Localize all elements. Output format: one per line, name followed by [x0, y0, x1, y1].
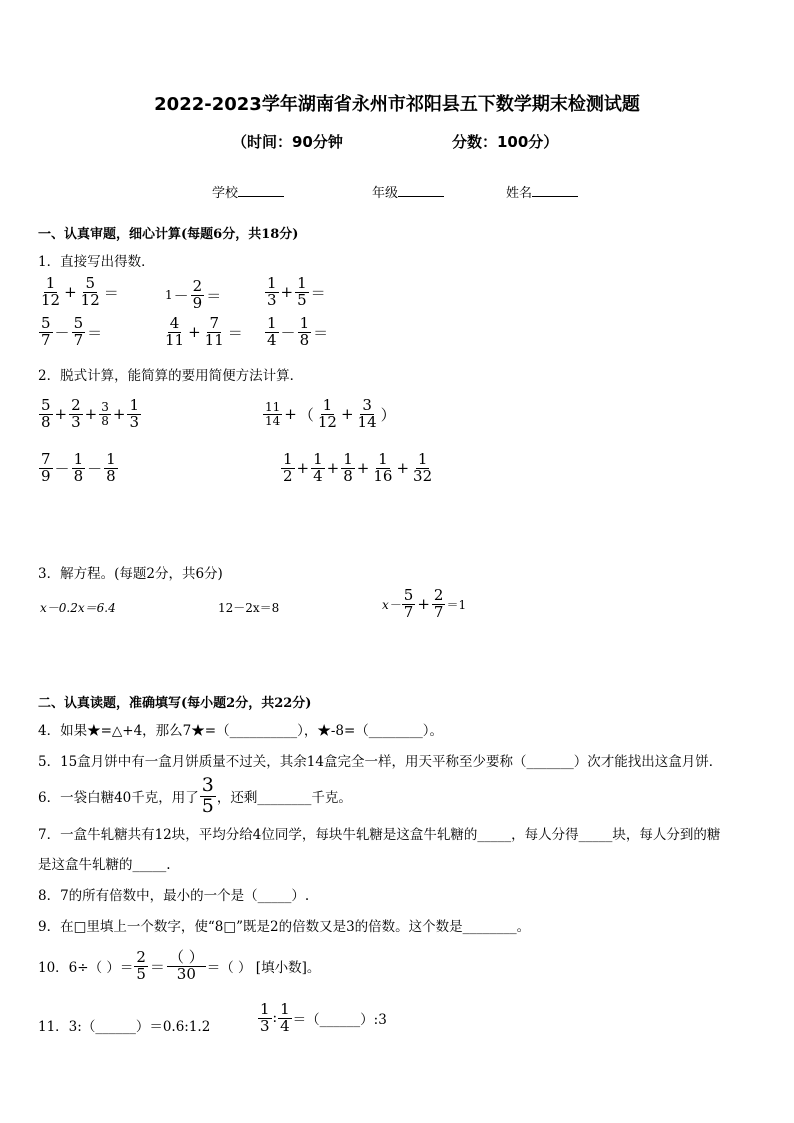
q1-expr-4: $\frac{5}{7}$ － $\frac{5}{7}$ ＝: [41, 314, 103, 349]
question-7-line-1: 7．一盒牛轧糖共有12块，平均分给4位同学，每块牛轧糖是这盒牛轧糖的_____，每人分得_____块，每人分到的糖: [38, 827, 721, 843]
equation-2: 12－2x＝8: [218, 601, 280, 615]
q2-expr-4: $\frac{1}{2}$ + $\frac{1}{4}$ + $\frac{1}{8}$ + $\frac{1}{16}$ + $\frac{1}{32}$: [283, 450, 433, 485]
equation-3: x－ $\frac{5}{7}$ + $\frac{2}{7}$ ＝1: [382, 586, 467, 621]
question-3: 3．解方程。(每题2分，共6分): [38, 566, 223, 582]
q1-expr-3: $\frac{1}{3}$ + $\frac{1}{5}$ ＝: [267, 274, 326, 309]
q1-expr-1: $\frac{1}{12}$ + $\frac{5}{12}$ ＝: [41, 274, 119, 309]
question-8: 8．7的所有倍数中，最小的一个是（_____）.: [38, 888, 310, 904]
question-11a: 11．3:（______）＝0.6:1.2: [38, 1019, 211, 1035]
exam-score: 分数：100分）: [452, 133, 559, 151]
question-11b: $\frac{1}{3}$ : $\frac{1}{4}$ ＝（______）:3: [260, 1000, 387, 1035]
q2-expr-1: $\frac{5}{8}$ + $\frac{2}{3}$ + $\frac{3}{8}$ + $\frac{1}{3}$: [41, 396, 140, 431]
exam-title: 2022-2023学年湖南省永州市祁阳县五下数学期末检测试题: [154, 94, 640, 115]
q2-expr-3: $\frac{7}{9}$ － $\frac{1}{8}$ － $\frac{1}{8}$: [41, 450, 116, 485]
section1-heading: 一、认真审题，细心计算(每题6分，共18分): [38, 227, 299, 242]
grade-label: 年级: [372, 186, 399, 201]
school-label: 学校: [212, 186, 239, 201]
q2-expr-2: $\frac{11}{14}$ + （ $\frac{1}{12}$ + $\frac{3}{14}$ ）: [265, 396, 396, 431]
question-2: 2．脱式计算，能简算的要用简便方法计算．: [38, 368, 304, 384]
section2-heading: 二、认真读题，准确填写(每小题2分，共22分): [38, 696, 312, 711]
school-field[interactable]: [212, 182, 284, 201]
q1-expr-6: $\frac{1}{4}$ － $\frac{1}{8}$ ＝: [267, 314, 329, 349]
equation-1: x－0.2x＝6.4: [40, 601, 116, 615]
question-5: 5．15盒月饼中有一盒月饼质量不过关，其余14盒完全一样，用天平称至少要称（_______）次才能找出这盒月饼．: [38, 754, 723, 770]
grade-field[interactable]: [372, 182, 444, 201]
question-1: 1．直接写出得数．: [38, 254, 155, 270]
question-10: 10．6÷（ ）＝ $\frac{2}{5}$ ＝ $\frac{( )}{30}$ ＝（ ） [填小数]。: [38, 948, 321, 983]
name-label: 姓名: [506, 186, 533, 201]
q1-expr-2: 1 － $\frac{2}{9}$ ＝: [165, 277, 222, 312]
question-4: 4．如果★=△+4，那么7★=（__________），★-8=（________）。: [38, 723, 444, 739]
exam-time: （时间：90分钟: [232, 133, 343, 151]
name-field[interactable]: [506, 182, 578, 201]
question-7-line-2: 是这盒牛轧糖的_____.: [38, 857, 171, 873]
q1-expr-5: $\frac{4}{11}$ + $\frac{7}{11}$ ＝: [165, 314, 243, 349]
question-9: 9．在□里填上一个数字，使“8□”既是2的倍数又是3的倍数。这个数是________。: [38, 919, 531, 935]
question-6: 6．一袋白糖40千克，用了 $\frac{3}{5}$ ，还剩________千克。: [38, 774, 352, 817]
